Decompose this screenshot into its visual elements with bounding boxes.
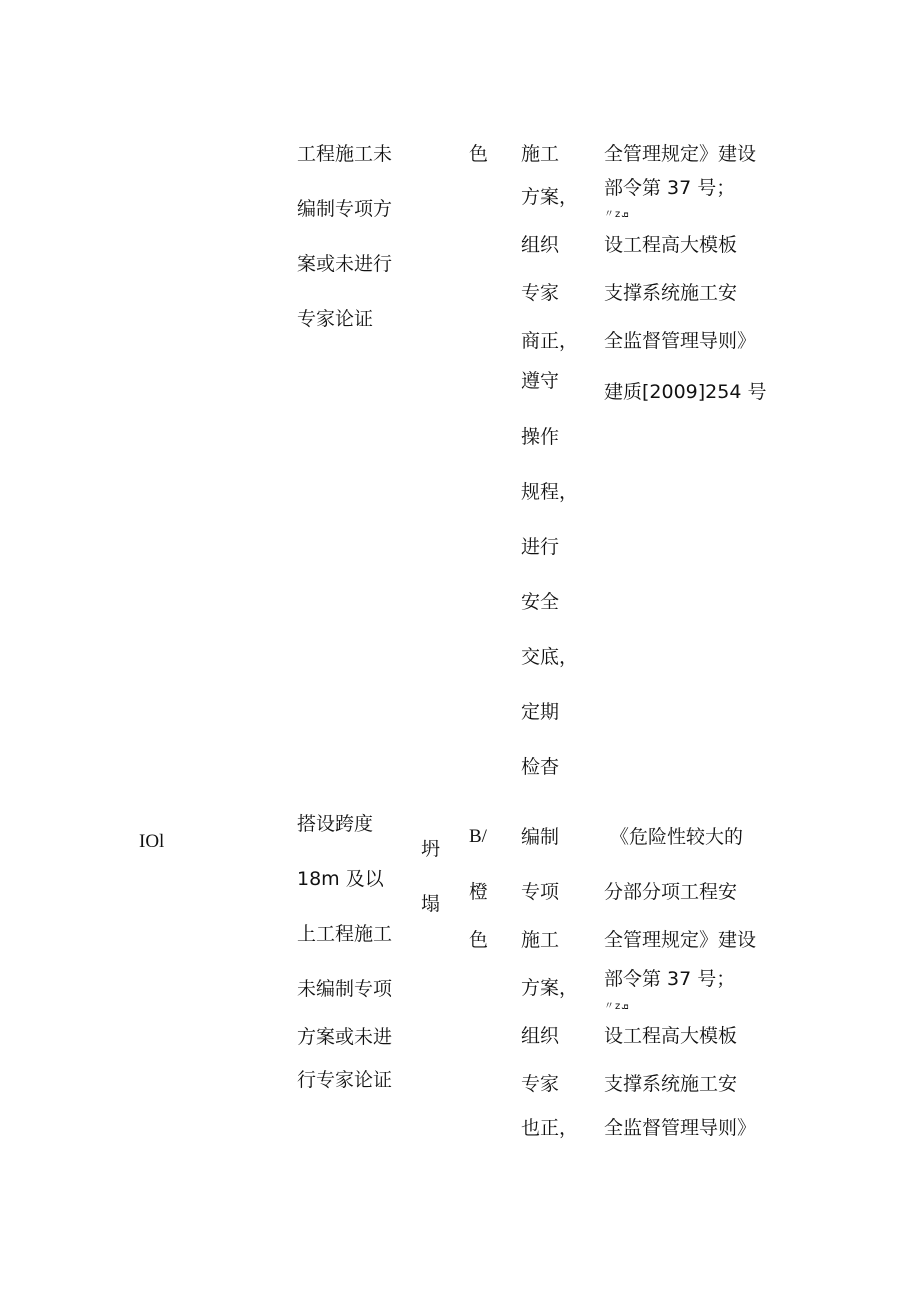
row2-level-line: 橙 (469, 881, 489, 903)
row1-measure-line: 方案， (521, 186, 579, 208)
row1-measure-line: 操作 (521, 426, 560, 448)
row1-hazard-line: 专家论证 (297, 308, 374, 330)
row1-basis-line: 设工程高大模板 (604, 234, 738, 256)
row2-basis-line: 全管理规定》建设 (604, 929, 757, 951)
row2-measure-line: 编制 (521, 826, 560, 848)
row2-hazard-line: 未编制专项 (297, 978, 393, 1000)
row2-measure-line: 也正， (521, 1117, 579, 1139)
row2-hazard-line: 方案或未进 (297, 1026, 393, 1048)
row2-basis-line: 支撑系统施工安 (604, 1073, 738, 1095)
row2-basis-line: 全监督管理导则》 (604, 1117, 757, 1139)
row1-basis-line: 全管理规定》建设 (604, 143, 757, 165)
row2-level-line: 色 (469, 929, 489, 951)
row1-measure-line: 定期 (521, 701, 560, 723)
row2-measure-line: 组织 (521, 1025, 560, 1047)
row2-basis-line: 分部分项工程安 (604, 881, 738, 903)
row1-measure-line: 规程， (521, 481, 579, 503)
row2-hazard-line: 上工程施工 (297, 923, 393, 945)
row1-measure-line: 检杳 (521, 756, 560, 778)
row1-measure-line: 交底， (521, 646, 579, 668)
row1-measure-line: 施工 (521, 143, 560, 165)
row2-measure-line: 方案， (521, 977, 579, 999)
row1-measure-line: 组织 (521, 234, 560, 256)
row1-measure-line: 遵守 (521, 370, 560, 392)
row1-measure-line: 专家 (521, 282, 560, 304)
row1-hazard-line: 案或未进行 (297, 253, 393, 275)
row1-measure-line: 安全 (521, 591, 560, 613)
row1-basis-line: 〃zܩ (604, 209, 629, 220)
row2-number: IOl (139, 831, 165, 852)
row2-basis-line: 〃zܩ (604, 1001, 629, 1012)
row2-measure-line: 专家 (521, 1073, 560, 1095)
row2-accident-line: 坍 (421, 838, 441, 860)
row1-level-line: 色 (469, 143, 489, 165)
row1-basis-line: 全监督管理导则》 (604, 330, 757, 352)
row2-basis-line: 《危险性较大的 (610, 826, 744, 848)
row2-measure-line: 施工 (521, 929, 560, 951)
row1-measure-line: 进行 (521, 536, 560, 558)
row1-hazard-line: 编制专项方 (297, 198, 393, 220)
row1-basis-line: 部令第 37 号； (604, 177, 736, 199)
row1-basis-line: 建质[2009]254 号 (604, 381, 767, 403)
row1-measure-line: 商正， (521, 330, 579, 352)
row2-level-line: B/ (469, 826, 487, 847)
row2-basis-line: 部令第 37 号； (604, 968, 736, 990)
row1-basis-line: 支撑系统施工安 (604, 282, 738, 304)
row2-basis-line: 设工程高大模板 (604, 1025, 738, 1047)
row2-hazard-line: 搭设跨度 (297, 813, 374, 835)
row2-hazard-line: 行专家论证 (297, 1069, 393, 1091)
row1-hazard-line: 工程施工未 (297, 143, 393, 165)
row2-hazard-line: 18m 及以 (297, 868, 384, 890)
row2-accident-line: 塌 (421, 893, 441, 915)
row2-measure-line: 专项 (521, 881, 560, 903)
